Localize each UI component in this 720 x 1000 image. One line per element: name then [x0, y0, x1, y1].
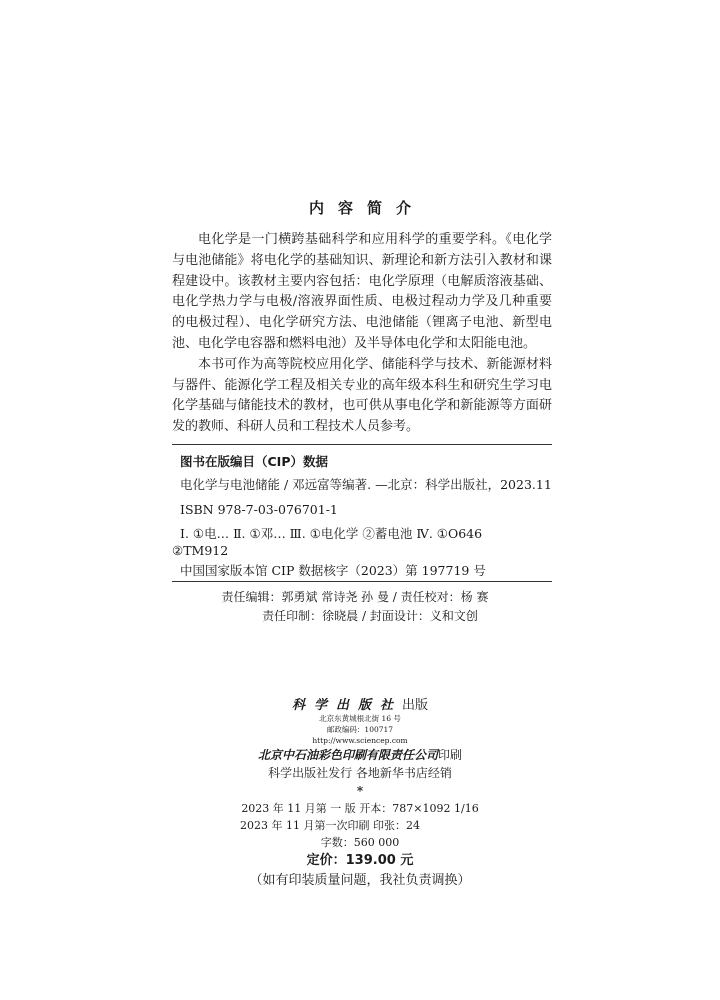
word-count: 字数：560 000: [320, 836, 400, 849]
publisher-block: [0, 694, 720, 891]
printing-info: 2023 年 11 月第一次印刷 印张：24: [240, 819, 420, 832]
cip-heading: 图书在版编目（CIP）数据: [180, 454, 328, 469]
publisher-suffix: 出版: [402, 698, 429, 713]
cip-classification: Ⅰ. ①电… Ⅱ. ①邓… Ⅲ. ①电化学 ②蓄电池 Ⅳ. ①O646: [180, 526, 483, 541]
credits: [0, 588, 720, 626]
cip-isbn: ISBN 978-7-03-076701-1: [180, 502, 338, 517]
quality-note: （如有印装质量问题，我社负责调换）: [249, 873, 471, 888]
intro-paragraph: 电化学是一门横跨基础科学和应用科学的重要学科。《电化学与电池储能》将电化学的基础知识、新理论和新方法引入教材和课程建设中。该教材主要内容包括：电化学原理（电解质溶液基础、电化学热力学与电极/溶液界面性质、电极过程动力学及几种重要的电极过程）、电化学研究方法、电池储能（锂离子电池、新型电池、电化学电容器和燃料电池）及半导体电化学和太阳能电池。: [172, 232, 552, 351]
publisher-postcode: 邮政编码：100717: [326, 725, 394, 734]
credits-production: 责任印制：徐晓晨 / 封面设计：义和文创: [262, 609, 478, 623]
separator-star: *: [356, 784, 364, 798]
publisher-name: 科学出版社: [291, 698, 402, 713]
intro-paragraph: 本书可作为高等院校应用化学、储能科学与技术、新能源材料与器件、能源化学工程及相关专业的高年级本科生和研究生学习电化学基础与储能技术的教材，也可供从事电化学和新能源等方面研发的教师、科研人员和工程技术人员参考。: [172, 356, 552, 435]
cip-classification-cont: ②TM912: [172, 543, 229, 558]
price: 定价：139.00 元: [306, 853, 414, 868]
distribution: 科学出版社发行 各地新华书店经销: [268, 766, 452, 780]
publisher-website: http://www.sciencep.com: [312, 736, 408, 745]
page-title: 内容简介: [308, 199, 425, 217]
printer-suffix: 印刷: [438, 748, 463, 762]
printer-name: 北京中石油彩色印刷有限责任公司: [257, 748, 438, 762]
edition-info: 2023 年 11 月第 一 版 开本：787×1092 1/16: [241, 802, 479, 815]
cip-title-line: 电化学与电池储能 / 邓远富等编著. —北京：科学出版社，2023.11: [180, 477, 552, 492]
cip-bottom-rule: [172, 581, 552, 582]
publisher-address: 北京东黄城根北街 16 号: [319, 714, 401, 723]
intro-section: [172, 230, 552, 438]
cip-top-rule: [172, 444, 552, 445]
cip-number: 中国国家版本馆 CIP 数据核字（2023）第 197719 号: [180, 563, 486, 578]
credits-editors: 责任编辑：郭勇斌 常诗尧 孙 曼 / 责任校对：杨 赛: [221, 590, 489, 604]
